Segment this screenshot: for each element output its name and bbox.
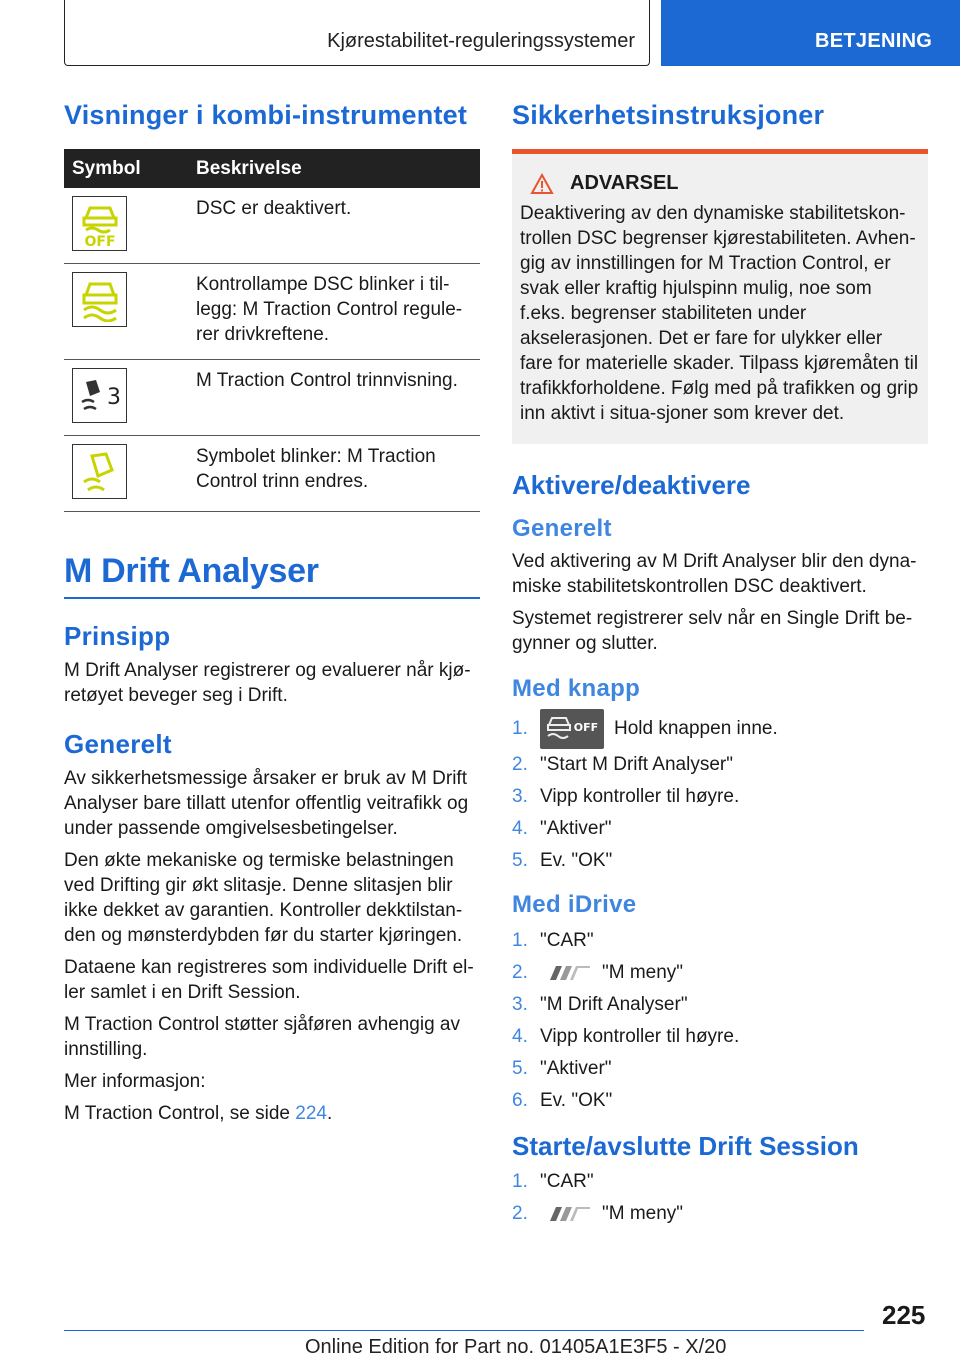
warning-triangle-icon xyxy=(530,173,554,195)
header-chapter: Kjørestabilitet-reguleringssystemer xyxy=(327,30,635,52)
idrive-title: Med iDrive xyxy=(512,891,637,918)
table-cell-description: DSC er deaktivert. xyxy=(186,188,480,264)
traction-level-icon xyxy=(72,368,127,423)
list-item: 2. "Start M Drift Analyser" xyxy=(512,754,733,775)
header-chapter-box xyxy=(64,0,650,66)
list-item: 3. "M Drift Analyser" xyxy=(512,994,688,1015)
page-reference-link[interactable]: 224 xyxy=(295,1103,327,1124)
prinsipp-text: M Drift Analyser registrerer og evaluerer når kjø-retøyet beveger seg i Drift. xyxy=(64,660,471,706)
footer-edition: Online Edition for Part no. 01405A1E3F5 - X/20 xyxy=(305,1336,727,1358)
list-item: 3. Vipp kontroller til høyre. xyxy=(512,786,740,807)
svg-text:OFF: OFF xyxy=(573,721,599,734)
header-section-tab xyxy=(661,0,960,66)
generelt-paragraph: M Traction Control støtter sjåføren avhengig av innstilling. xyxy=(64,1014,460,1060)
display-title: Visninger i kombi-instrumentet xyxy=(64,100,468,130)
generelt-title-right: Generelt xyxy=(512,515,612,542)
table-cell-description: M Traction Control trinnvisning. xyxy=(186,360,480,436)
list-item: 1. "CAR" xyxy=(512,1171,594,1192)
knapp-steps xyxy=(512,709,928,877)
table-header-row xyxy=(64,149,480,188)
table-row xyxy=(64,360,480,436)
list-item: 4. Vipp kontroller til høyre. xyxy=(512,1026,740,1047)
table-row xyxy=(64,436,480,512)
right-column xyxy=(512,100,928,1244)
warning-box xyxy=(512,149,928,444)
list-item: 5. Ev. "OK" xyxy=(512,850,613,871)
list-item: 1. OFF Hold knappen inne. xyxy=(512,709,928,749)
list-item: 6. Ev. "OK" xyxy=(512,1090,613,1111)
session-steps xyxy=(512,1166,928,1230)
list-item: 4. "Aktiver" xyxy=(512,818,612,839)
session-title: Starte/avslutte Drift Session xyxy=(512,1131,859,1161)
header-section: BETJENING xyxy=(815,30,933,52)
dsc-off-icon xyxy=(72,196,127,251)
warning-text: Deaktivering av den dynamiske stabilitetskon-trollen DSC begrenser kjørestabiliteten. Avhen-gig av innstillingen for M Traction Control, er svak eller kraftig hjulspinn mulig, noe som f.eks. begrenser stabiliteten under akselerasjonen. Det er fare for ulykker eller fare for materielle skader. Tilpass kjøremåten til trafikkforholdene. Følg med på trafikken og grip inn aktivt i situa-sjoner som krever det. xyxy=(520,203,919,424)
list-item: 5. "Aktiver" xyxy=(512,1058,612,1079)
list-item: 2. "M meny" xyxy=(512,962,684,983)
table-row xyxy=(64,264,480,360)
table-cell-description: Symbolet blinker: M Traction Control trinn endres. xyxy=(186,436,480,512)
generelt-paragraph: Dataene kan registreres som individuelle Drift el-ler samlet i en Drift Session. xyxy=(64,957,474,1003)
generelt-paragraph: Av sikkerhetsmessige årsaker er bruk av M Drift Analyser bare tillatt utenfor offentlig veitrafikk og under passende omgivelsesbetingelser. xyxy=(64,768,469,839)
svg-text:OFF: OFF xyxy=(83,233,116,248)
prinsipp-title: Prinsipp xyxy=(64,621,171,651)
table-header-symbol: Symbol xyxy=(64,149,186,188)
more-info-label: Mer informasjon: xyxy=(64,1071,206,1092)
table-row xyxy=(64,188,480,264)
symbol-table xyxy=(64,149,480,512)
generelt-paragraph: Ved aktivering av M Drift Analyser blir den dyna-miske stabilitetskontrollen DSC deaktivert. xyxy=(512,551,917,597)
page-number: 225 xyxy=(882,1300,926,1330)
idrive-steps xyxy=(512,925,928,1117)
warning-title: ADVARSEL xyxy=(570,172,679,194)
safety-title: Sikkerhetsinstruksjoner xyxy=(512,100,825,130)
footer-divider xyxy=(64,1330,864,1331)
traction-change-icon xyxy=(72,444,127,499)
table-cell-description: Kontrollampe DSC blinker i til-legg: M Traction Control regule-rer drivkreftene. xyxy=(186,264,480,360)
generelt-paragraph: Systemet registrerer selv når en Single Drift be-gynner og slutter. xyxy=(512,608,913,654)
dsc-blink-icon xyxy=(72,272,127,327)
list-item: 1. "CAR" xyxy=(512,930,594,951)
knapp-title: Med knapp xyxy=(512,675,641,702)
m-stripes-icon xyxy=(540,965,590,981)
list-item: 2. "M meny" xyxy=(512,1203,684,1224)
left-column xyxy=(64,100,480,1133)
traction-level-value: 3 xyxy=(106,384,121,410)
table-header-description: Beskrivelse xyxy=(186,149,480,188)
reference-line: M Traction Control, se side 224. xyxy=(64,1103,333,1124)
generelt-paragraph: Den økte mekaniske og termiske belastningen ved Drifting gir økt slitasje. Denne slitasjen blir ikke dekket av garantien. Kontroller dekktilstan-den og mønsterdybden før du starter kjøringen. xyxy=(64,850,463,946)
m-stripes-icon xyxy=(540,1206,590,1222)
activate-title: Aktivere/deaktivere xyxy=(512,470,751,500)
mda-title: M Drift Analyser xyxy=(64,552,480,599)
dsc-off-button-icon xyxy=(540,709,604,749)
generelt-title: Generelt xyxy=(64,729,172,759)
